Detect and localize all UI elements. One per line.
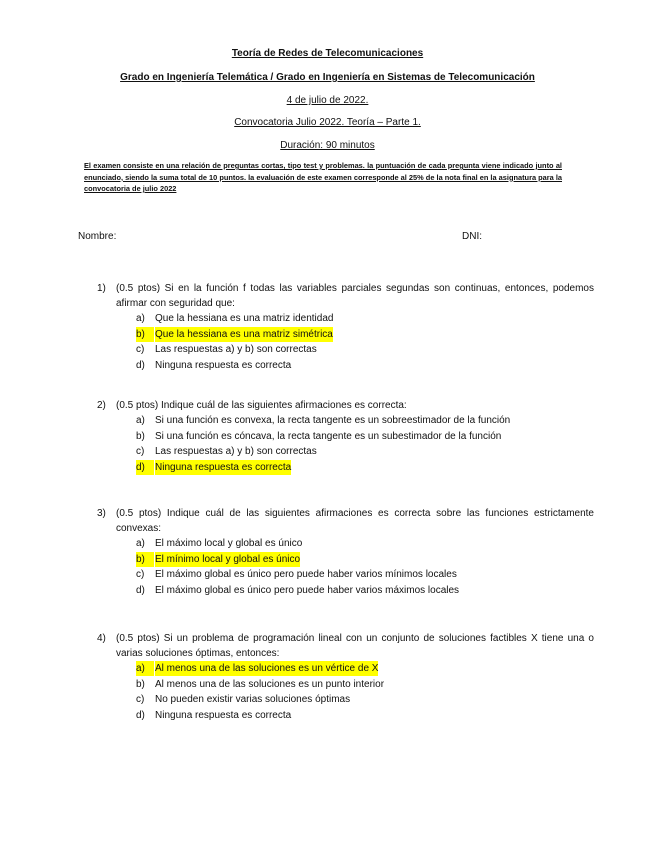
- option-letter: d): [136, 359, 145, 371]
- answer-option: [136, 677, 594, 693]
- option-text: Ninguna respuesta es correcta: [155, 709, 292, 721]
- option-letter: b): [136, 552, 154, 567]
- option-letter: c): [136, 446, 145, 457]
- question-number: 3): [97, 508, 106, 519]
- degree-title: Grado en Ingeniería Telemática / Grado en Ingeniería en Sistemas de Telecomunicación: [120, 72, 535, 83]
- answer-option-highlighted: [136, 460, 594, 476]
- question-number: 1): [97, 283, 106, 294]
- dni-field-label: DNI:: [462, 231, 482, 242]
- answer-option: [136, 567, 594, 583]
- option-letter: c): [136, 344, 145, 355]
- exam-date: 4 de julio de 2022.: [286, 95, 369, 106]
- option-letter: c): [136, 569, 145, 580]
- option-text: El máximo global es único pero puede haber varios mínimos locales: [155, 569, 457, 580]
- answer-option: [136, 429, 594, 445]
- option-text: Si una función es cóncava, la recta tangente es un subestimador de la función: [155, 430, 502, 442]
- question-1: [97, 281, 594, 373]
- option-text: Al menos una de las soluciones es un punto interior: [155, 678, 385, 690]
- exam-instructions: El examen consiste en una relación de preguntas cortas, tipo test y problemas. la puntuación de cada pregunta viene indicado junto al enunciado, siendo la suma total de 10 puntos. la evaluación de este examen corresponde al 25% de la nota final en la asignatura para la convocatoria de julio 2022: [84, 161, 562, 193]
- option-letter: b): [136, 678, 145, 690]
- answer-option: [136, 413, 594, 429]
- option-text: No pueden existir varias soluciones óptimas: [155, 694, 351, 705]
- question-2: [97, 398, 594, 475]
- option-letter: b): [136, 327, 154, 342]
- question-text: (0.5 ptos) Indique cuál de las siguientes afirmaciones es correcta:: [116, 400, 407, 411]
- question-text: (0.5 ptos) Si en la función f todas las variables parciales segundas son continuas, entonces, podemos afirmar con seguridad que:: [116, 283, 594, 309]
- question-text: (0.5 ptos) Indique cuál de las siguientes afirmaciones es correcta sobre las funciones estrictamente convexas:: [116, 508, 594, 534]
- answer-option: [136, 583, 594, 599]
- question-4: [97, 631, 594, 723]
- answer-option: [136, 692, 594, 708]
- option-text: Al menos una de las soluciones es un vértice de X: [155, 663, 379, 674]
- option-text: Las respuestas a) y b) son correctas: [155, 446, 317, 457]
- option-text: Las respuestas a) y b) son correctas: [155, 344, 317, 355]
- option-text: El máximo local y global es único: [155, 538, 303, 549]
- option-text: Que la hessiana es una matriz simétrica: [155, 328, 333, 340]
- option-letter: a): [136, 415, 145, 426]
- option-letter: d): [136, 584, 145, 596]
- question-number: 2): [97, 400, 106, 411]
- option-text: El máximo global es único pero puede haber varios máximos locales: [155, 584, 460, 596]
- answer-option: [136, 444, 594, 460]
- question-text: (0.5 ptos) Si un problema de programación lineal con un conjunto de soluciones factibles X tiene una o varias soluciones óptimas, entonces:: [116, 633, 594, 659]
- question-3: [97, 506, 594, 598]
- option-letter: a): [136, 313, 145, 324]
- option-letter: d): [136, 709, 145, 721]
- answer-option-highlighted: [136, 661, 594, 677]
- exam-duration: Duración: 90 minutos: [280, 140, 375, 151]
- answer-option-highlighted: [136, 552, 594, 568]
- answer-option: [136, 342, 594, 358]
- answer-option: [136, 708, 594, 724]
- exam-title: Teoría de Redes de Telecomunicaciones: [231, 48, 424, 59]
- answer-option: [136, 358, 594, 374]
- option-text: Si una función es convexa, la recta tangente es un sobreestimador de la función: [155, 415, 511, 426]
- question-number: 4): [97, 633, 106, 644]
- option-text: El mínimo local y global es único: [155, 553, 301, 565]
- option-text: Ninguna respuesta es correcta: [155, 359, 292, 371]
- name-field-label: Nombre:: [78, 231, 117, 242]
- option-text: Que la hessiana es una matriz identidad: [155, 313, 334, 324]
- option-letter: c): [136, 694, 145, 705]
- answer-option: [136, 311, 594, 327]
- option-letter: d): [136, 460, 154, 475]
- option-letter: a): [136, 538, 145, 549]
- exam-call: Convocatoria Julio 2022. Teoría – Parte 1.: [234, 117, 421, 128]
- answer-option-highlighted: [136, 327, 594, 343]
- answer-option: [136, 536, 594, 552]
- option-letter: b): [136, 430, 145, 442]
- option-text: Ninguna respuesta es correcta: [155, 461, 292, 473]
- option-letter: a): [136, 661, 154, 676]
